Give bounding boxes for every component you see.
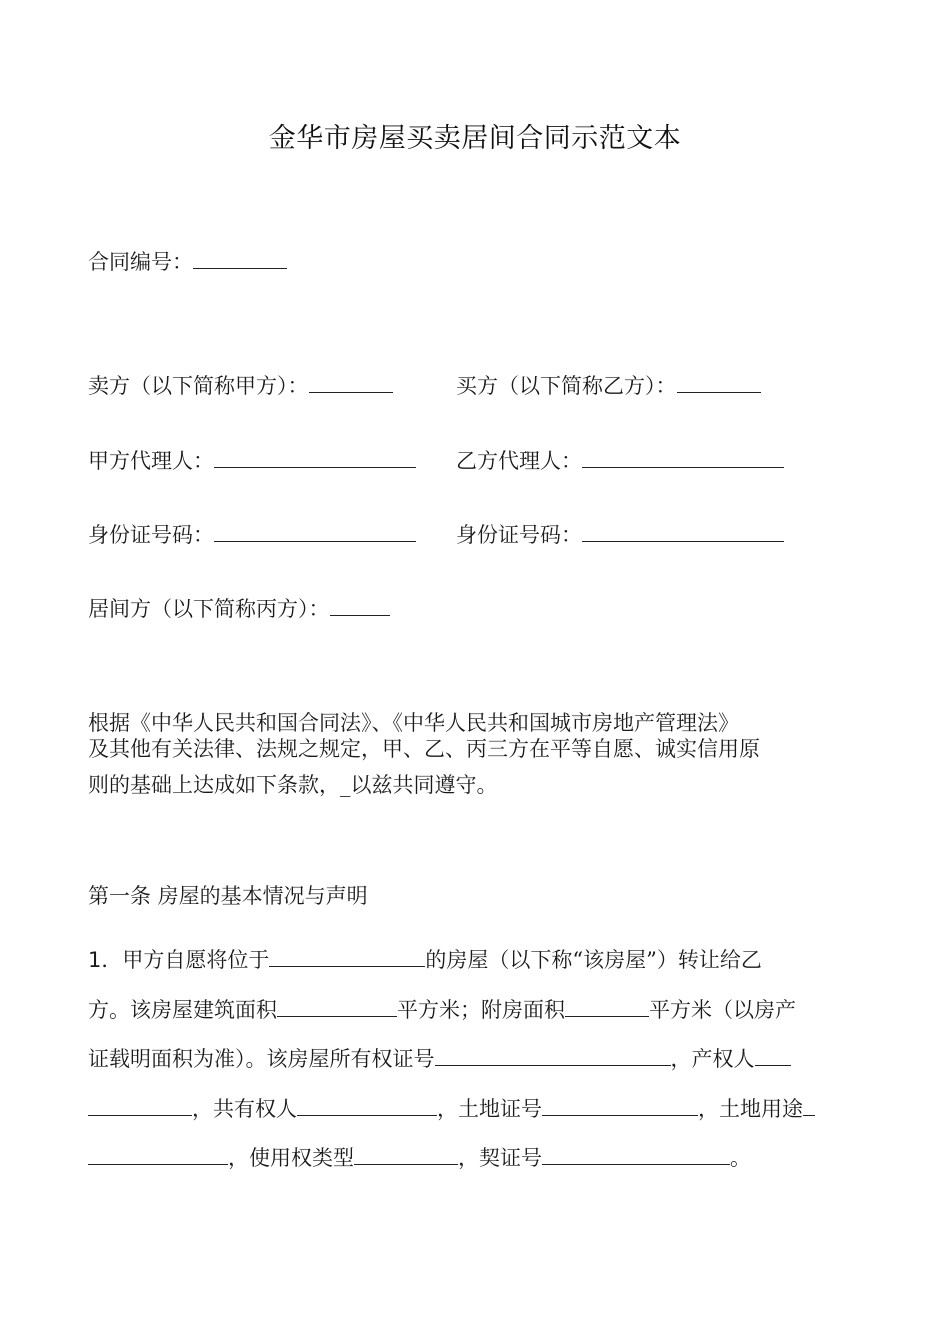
land-cert-blank [542, 1095, 698, 1116]
buyer-agent-line [456, 447, 784, 475]
preamble-line-1: 根据《中华人民共和国合同法》、《中华人民共和国城市房地产管理法》 [88, 711, 739, 735]
broker-label: 居间方（以下简称丙方）： [88, 597, 330, 621]
article-1-text: ，共有权人 [192, 1097, 297, 1121]
article-1-text: 证载明面积为准）。该房屋所有权证号 [88, 1047, 435, 1071]
seller-blank [309, 372, 393, 393]
article-1-text: 方。该房屋建筑面积 [88, 998, 277, 1022]
buyer-label: 买方（以下简称乙方）： [456, 374, 677, 398]
article-1-text: 。 [730, 1146, 751, 1170]
seller-id-line [88, 521, 416, 549]
buyer-line [456, 372, 761, 400]
article-1-line-4 [88, 1093, 868, 1123]
seller-label: 卖方（以下简称甲方）： [88, 374, 309, 398]
article-1-text: ，产权人 [670, 1047, 755, 1071]
land-use-blank-end [88, 1144, 228, 1165]
article-1-text: 甲方自愿将位于 [122, 948, 270, 972]
seller-line [88, 372, 393, 400]
buyer-id-line [456, 521, 784, 549]
buyer-id-blank [582, 521, 784, 542]
article-1-heading: 第一条 房屋的基本情况与声明 [88, 884, 368, 908]
seller-id-label: 身份证号码： [88, 523, 214, 547]
article-1-text: 平方米；附房面积 [397, 998, 565, 1022]
article-1-text: 的房屋（以下称“该房屋”）转让给乙 [425, 948, 762, 972]
article-1-line-3 [88, 1043, 868, 1073]
buyer-agent-label: 乙方代理人： [456, 449, 582, 473]
buyer-id-label: 身份证号码： [456, 523, 582, 547]
co-owner-blank [297, 1095, 437, 1116]
annex-area-blank [565, 996, 649, 1017]
seller-agent-blank [214, 447, 416, 468]
preamble-line-2: 及其他有关法律、法规之规定，甲、乙、丙三方在平等自愿、诚实信用原 [88, 737, 760, 761]
buyer-agent-blank [582, 447, 784, 468]
seller-agent-label: 甲方代理人： [88, 449, 214, 473]
use-right-type-blank [354, 1144, 458, 1165]
seller-agent-line [88, 447, 416, 475]
article-1-text: 平方米（以房产 [649, 998, 796, 1022]
seller-id-blank [214, 521, 416, 542]
owner-blank-start [755, 1045, 791, 1066]
broker-line [88, 595, 390, 623]
article-1-item-number: 1． [88, 948, 123, 972]
owner-blank-end [88, 1095, 192, 1116]
building-area-blank [277, 996, 397, 1017]
property-location-blank [269, 946, 425, 967]
broker-blank [330, 595, 390, 616]
article-1-text: ，土地用途 [698, 1097, 803, 1121]
deed-number-blank [542, 1144, 730, 1165]
buyer-blank [677, 372, 761, 393]
article-1-line-2 [88, 994, 868, 1024]
land-use-blank-start [803, 1095, 815, 1116]
article-1-line-1 [88, 944, 868, 974]
article-1-text: ，使用权类型 [228, 1146, 354, 1170]
ownership-cert-blank [435, 1045, 671, 1066]
contract-number-label: 合同编号： [88, 250, 193, 274]
contract-number-blank [193, 248, 287, 269]
article-1-text: ，契证号 [458, 1146, 542, 1170]
document-title: 金华市房屋买卖居间合同示范文本 [268, 123, 682, 154]
preamble-line-3: 则的基础上达成如下条款，_以兹共同遵守。 [88, 773, 498, 797]
contract-number-line [88, 248, 287, 276]
preamble-paragraph [88, 710, 868, 798]
article-1-line-5 [88, 1142, 868, 1172]
article-1-text: ，土地证号 [437, 1097, 542, 1121]
